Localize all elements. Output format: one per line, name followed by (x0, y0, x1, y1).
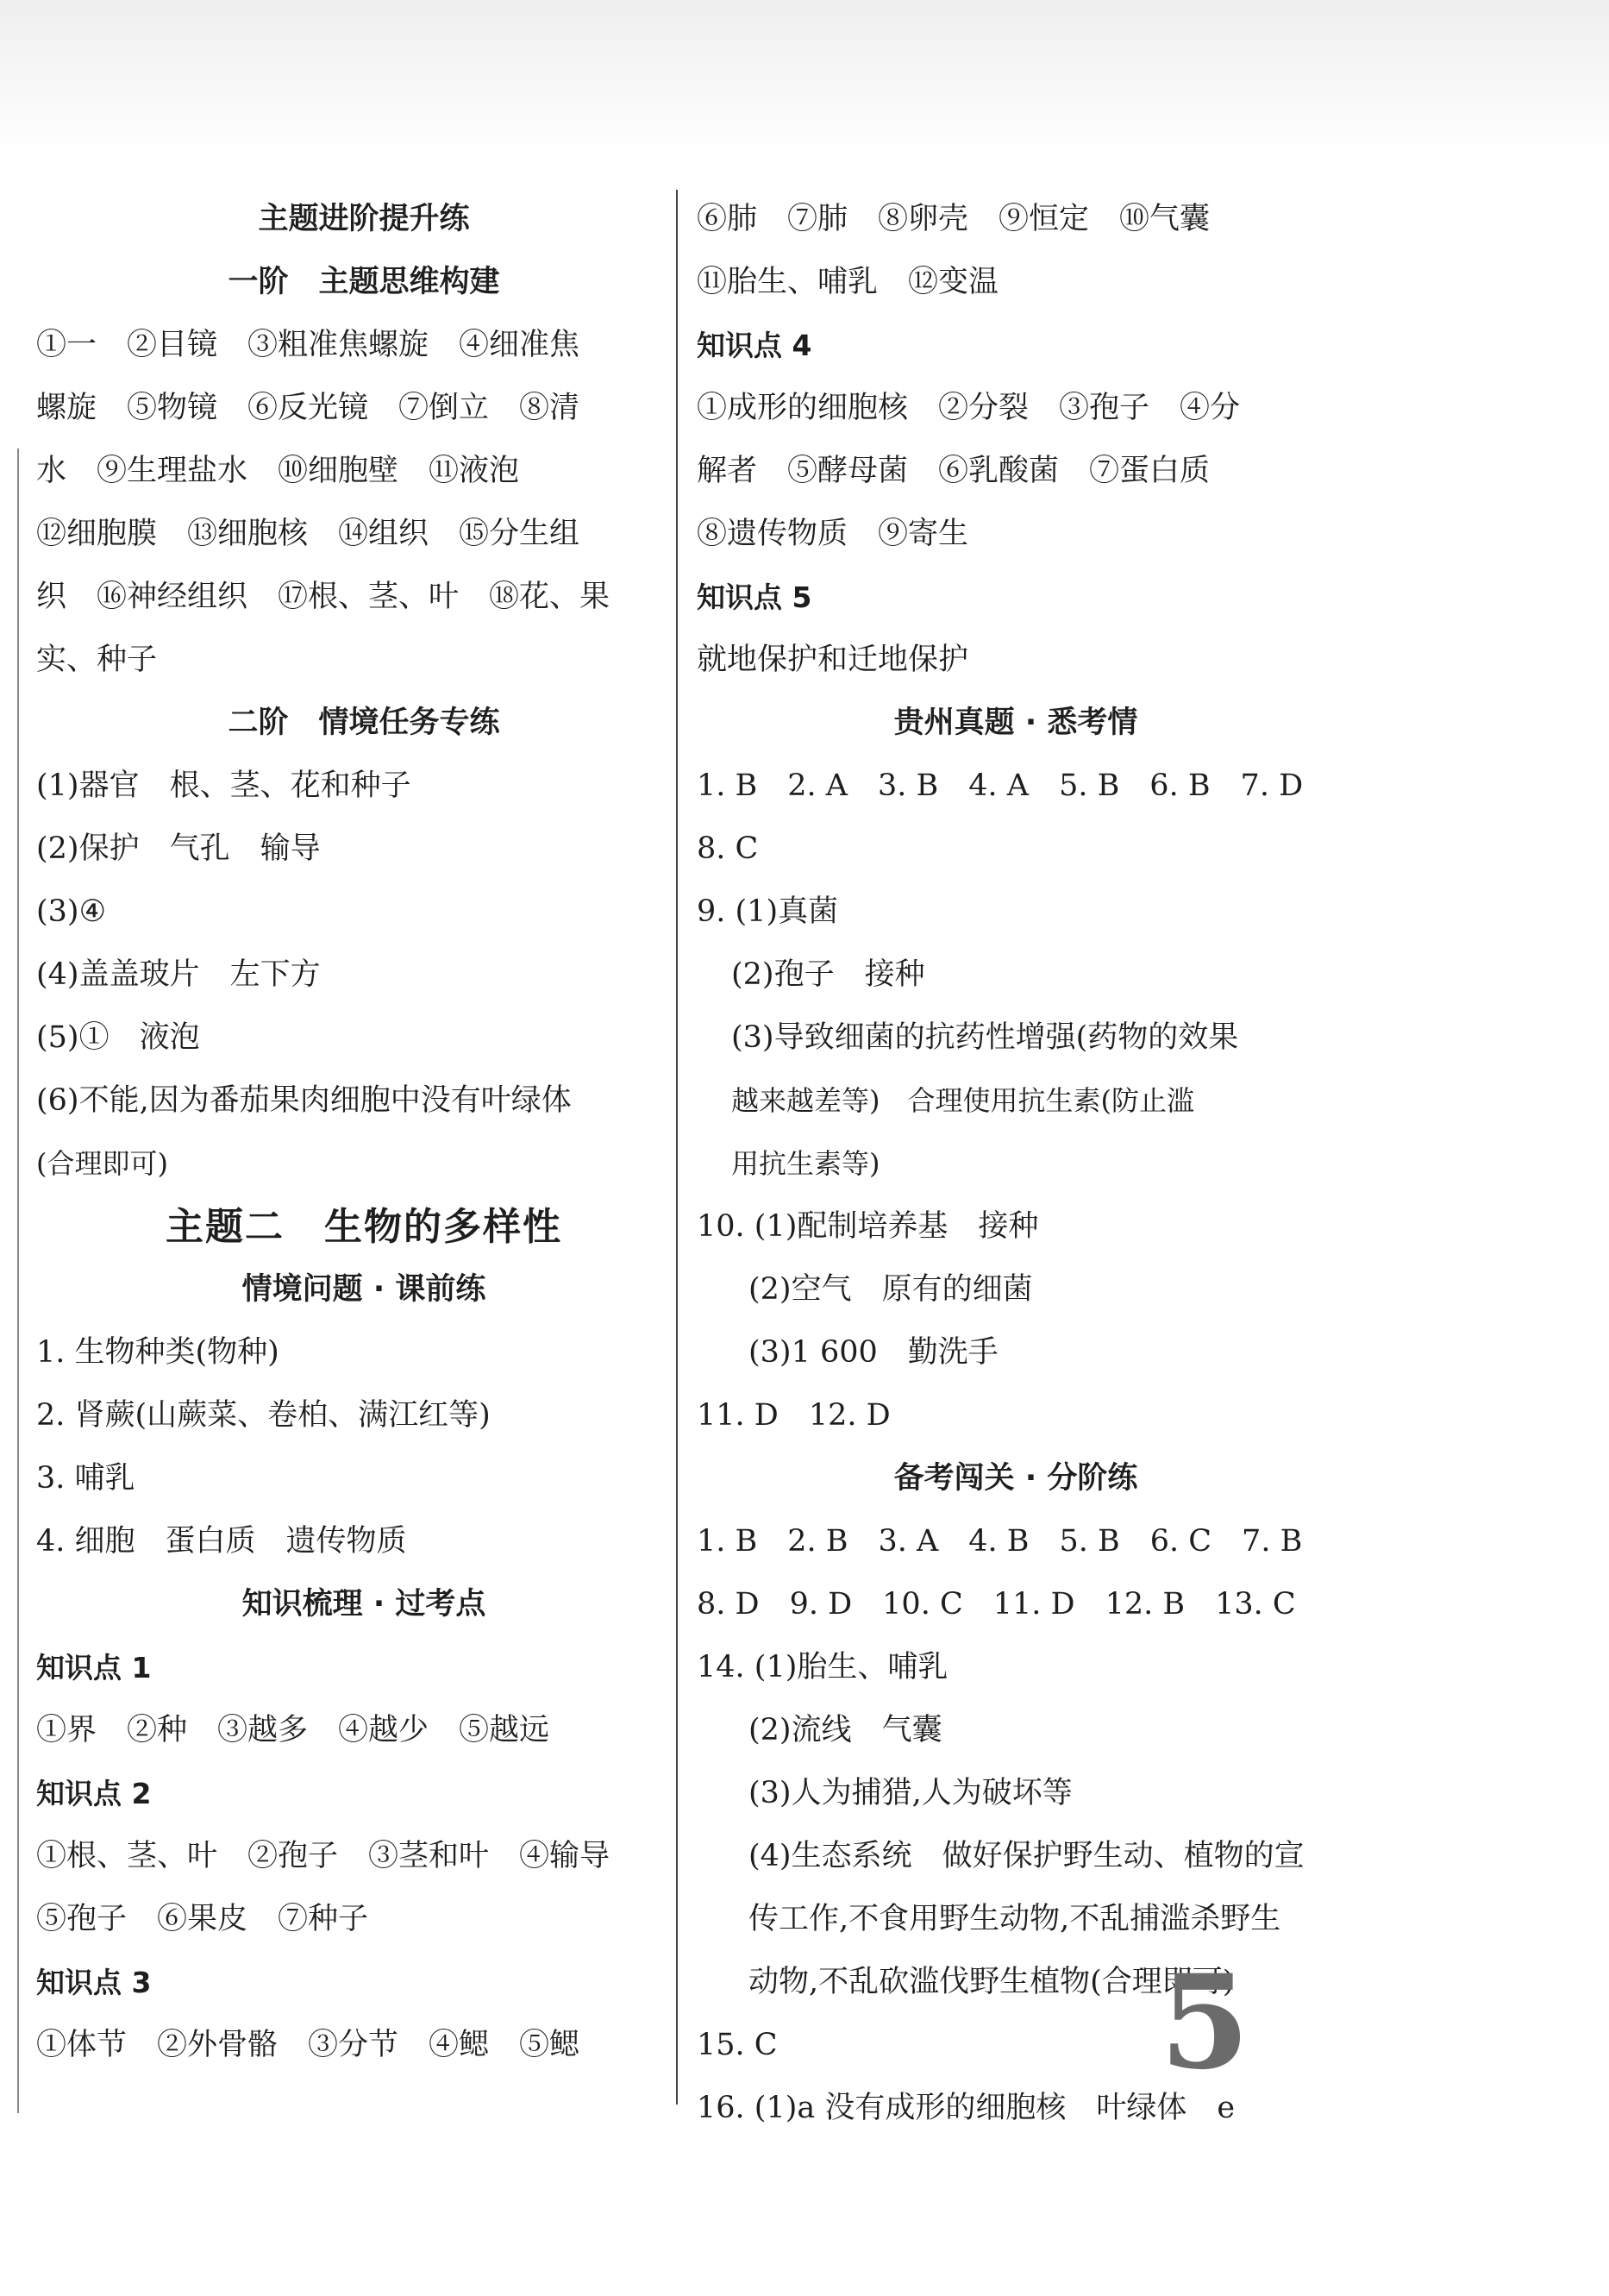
text-line: ①根、茎、叶 ②孢子 ③茎和叶 ④输导 (36, 1839, 610, 1873)
text-line: 8. D 9. D 10. C 11. D 12. B 13. C (697, 1587, 1296, 1622)
text-line: ①成形的细胞核 ②分裂 ③孢子 ④分 (697, 391, 1241, 425)
text-line: (1)器官 根、茎、花和种子 (36, 768, 411, 803)
text-line: 9. (1)真菌 (697, 894, 839, 929)
text-line: (3)导致细菌的抗药性增强(药物的效果 (731, 1020, 1239, 1055)
text-line: ⑤孢子 ⑥果皮 ⑦种子 (36, 1902, 369, 1936)
text-line: 传工作,不食用野生动物,不乱捕滥杀野生 (748, 1902, 1281, 1936)
text-line: 14. (1)胎生、哺乳 (697, 1650, 948, 1684)
text-line: 1. 生物种类(物种) (36, 1335, 279, 1370)
text-line: (4)盖盖玻片 左下方 (36, 957, 321, 992)
text-line: (3)④ (36, 894, 106, 929)
text-line: 1. B 2. A 3. B 4. A 5. B 6. B 7. D (697, 768, 1304, 803)
text-line: (2)孢子 接种 (731, 957, 925, 992)
text-line: (3)1 600 勤洗手 (748, 1335, 999, 1370)
section-heading: 知识梳理 · 过考点 (241, 1587, 486, 1622)
right-column (697, 188, 1335, 2140)
section-heading: 一阶 主题思维构建 (228, 265, 500, 299)
text-line: (2)流线 气囊 (748, 1713, 942, 1747)
section-heading: 二阶 情境任务专练 (228, 706, 500, 740)
text-line: 1. B 2. B 3. A 4. B 5. B 6. C 7. B (697, 1524, 1303, 1559)
text-line: 16. (1)a 没有成形的细胞核 叶绿体 e (697, 2091, 1236, 2125)
text-line: (4)生态系统 做好保护野生动、植物的宣 (748, 1839, 1305, 1873)
knowledge-point-heading: 知识点 1 (36, 1651, 152, 1684)
section-heading: 备考闯关 · 分阶练 (893, 1461, 1138, 1496)
text-line: 8. C (697, 831, 759, 866)
section-heading: 情境问题 · 课前练 (241, 1272, 486, 1307)
text-line: (合理即可) (36, 1147, 168, 1180)
text-line: 就地保护和迁地保护 (697, 643, 969, 677)
knowledge-point-heading: 知识点 5 (697, 580, 812, 614)
text-line: 水 ⑨生理盐水 ⑩细胞壁 ⑪液泡 (36, 454, 520, 488)
text-line: 实、种子 (36, 643, 158, 677)
text-line: 15. C (697, 2028, 778, 2062)
text-line: (2)保护 气孔 输导 (36, 831, 321, 866)
text-line: ⑧遗传物质 ⑨寄生 (697, 517, 969, 551)
text-line: ①一 ②目镜 ③粗准焦螺旋 ④细准焦 (36, 328, 580, 362)
page-number: 5 (1160, 1947, 1250, 2098)
scan-shadow (0, 0, 1609, 155)
text-line: 动物,不乱砍滥伐野生植物(合理即可) (748, 1965, 1235, 1999)
section-heading: 主题二 生物的多样性 (166, 1205, 562, 1249)
text-line: ①界 ②种 ③越多 ④越少 ⑤越远 (36, 1713, 550, 1747)
text-line: 织 ⑯神经组织 ⑰根、茎、叶 ⑱花、果 (36, 580, 610, 614)
text-line: 2. 肾蕨(山蕨菜、卷柏、满江红等) (36, 1398, 491, 1433)
text-line: (6)不能,因为番茄果肉细胞中没有叶绿体 (36, 1083, 572, 1118)
knowledge-point-heading: 知识点 3 (36, 1966, 152, 1999)
knowledge-point-heading: 知识点 2 (36, 1777, 152, 1810)
section-heading: 贵州真题 · 悉考情 (893, 706, 1138, 740)
knowledge-point-heading: 知识点 4 (697, 329, 812, 362)
text-line: ⑪胎生、哺乳 ⑫变温 (697, 265, 999, 299)
text-line: 解者 ⑤酵母菌 ⑥乳酸菌 ⑦蛋白质 (697, 454, 1211, 488)
text-line: 10. (1)配制培养基 接种 (697, 1209, 1039, 1244)
text-line: 越来越差等) 合理使用抗生素(防止滥 (731, 1084, 1194, 1117)
text-line: 4. 细胞 蛋白质 遗传物质 (36, 1524, 407, 1559)
left-column (36, 188, 692, 2077)
section-heading: 主题进阶提升练 (258, 202, 470, 236)
text-line: (3)人为捕猎,人为破坏等 (748, 1776, 1073, 1810)
binding-rule (17, 449, 19, 2113)
text-line: 螺旋 ⑤物镜 ⑥反光镜 ⑦倒立 ⑧清 (36, 391, 580, 425)
text-line: 3. 哺乳 (36, 1461, 135, 1496)
text-line: ⑥肺 ⑦肺 ⑧卵壳 ⑨恒定 ⑩气囊 (697, 202, 1211, 236)
text-line: ⑫细胞膜 ⑬细胞核 ⑭组织 ⑮分生组 (36, 517, 580, 551)
text-line: ①体节 ②外骨骼 ③分节 ④鳃 ⑤鳃 (36, 2028, 580, 2062)
text-line: 用抗生素等) (731, 1147, 880, 1180)
text-line: (2)空气 原有的细菌 (748, 1272, 1033, 1307)
text-line: 11. D 12. D (697, 1398, 891, 1433)
text-line: (5)① 液泡 (36, 1020, 200, 1055)
